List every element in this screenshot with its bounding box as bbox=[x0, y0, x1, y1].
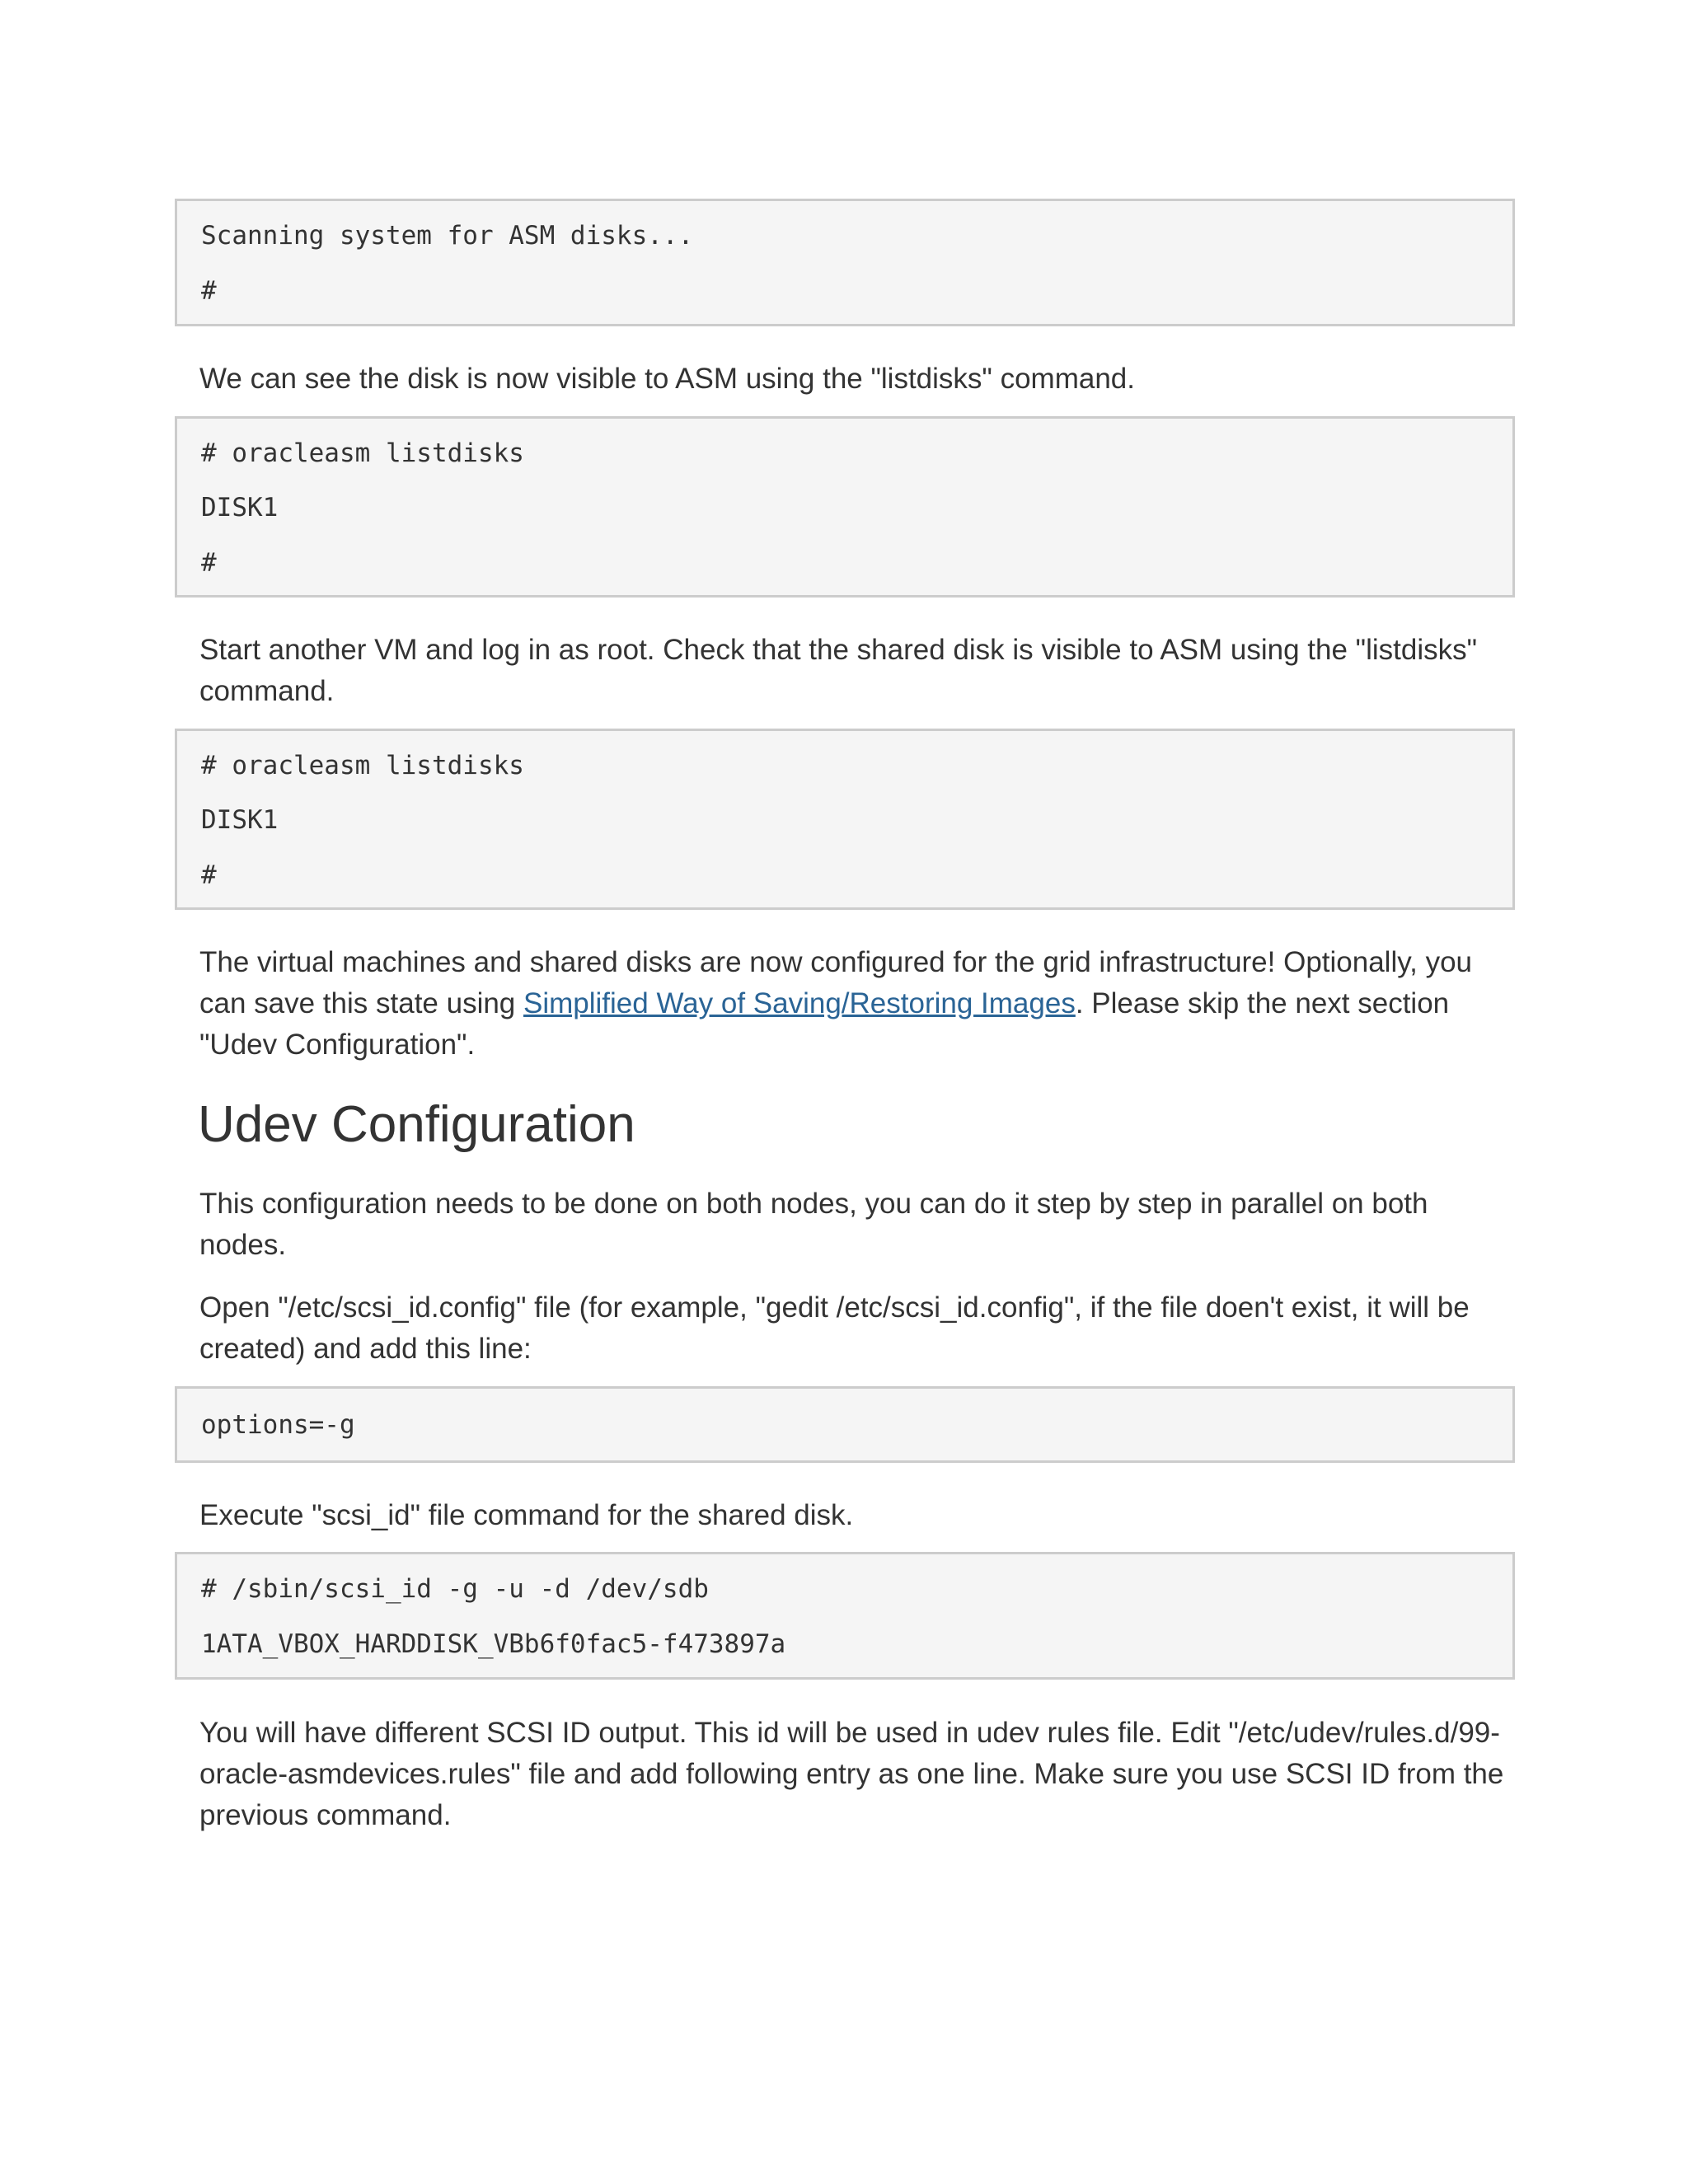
paragraph-text: . Please skip the next section "Udev Configuration". bbox=[199, 987, 1450, 1061]
code-block-listdisks-second bbox=[175, 729, 1515, 910]
code-line: DISK1 bbox=[201, 805, 279, 835]
paragraph-configured bbox=[199, 942, 1518, 1066]
section-heading: Udev Configuration bbox=[198, 1096, 635, 1153]
code-line: # bbox=[201, 276, 217, 306]
paragraph-listdisks-intro: We can see the disk is now visible to ASM using the "listdisks" command. bbox=[199, 363, 1135, 395]
paragraph-another-vm: Start another VM and log in as root. Check that the shared disk is visible to ASM using the "listdisks" command. bbox=[199, 634, 1478, 707]
code-line: # /sbin/scsi_id -g -u -d /dev/sdb bbox=[201, 1574, 709, 1604]
code-block-options bbox=[175, 1386, 1515, 1463]
code-line: # bbox=[201, 860, 217, 890]
paragraph-both-nodes: This configuration needs to be done on both nodes, you can do it step by step in parallel on both nodes. bbox=[199, 1188, 1428, 1261]
code-line: DISK1 bbox=[201, 493, 279, 523]
code-line: # oracleasm listdisks bbox=[201, 751, 524, 780]
paragraph-execute-scsi: Execute "scsi_id" file command for the shared disk. bbox=[199, 1499, 854, 1531]
paragraph-udev-rules: You will have different SCSI ID output. This id will be used in udev rules file. Edit "/etc/udev/rules.d/99-oracle-asmdevices.rules" file and add following entry as one line. Make sure you use SCSI ID from the previous command. bbox=[199, 1717, 1504, 1831]
code-line: options=-g bbox=[201, 1410, 355, 1440]
code-block-listdisks bbox=[175, 416, 1515, 598]
paragraph-scsi-config: Open "/etc/scsi_id.config" file (for example, "gedit /etc/scsi_id.config", if the file doen't exist, it will be created) and add this line: bbox=[199, 1291, 1470, 1365]
code-block-scan bbox=[175, 199, 1515, 326]
saving-restoring-images-link[interactable]: Simplified Way of Saving/Restoring Images bbox=[523, 987, 1076, 1019]
code-line: # bbox=[201, 548, 217, 578]
code-line: Scanning system for ASM disks... bbox=[201, 221, 694, 251]
code-line: 1ATA_VBOX_HARDDISK_VBb6f0fac5-f473897a bbox=[201, 1629, 786, 1659]
code-block-scsi-id bbox=[175, 1552, 1515, 1680]
paragraph-text: The virtual machines and shared disks are now configured for the grid infrastructure! Optionally, you can save this state using bbox=[199, 946, 1473, 1019]
code-line: # oracleasm listdisks bbox=[201, 438, 524, 468]
